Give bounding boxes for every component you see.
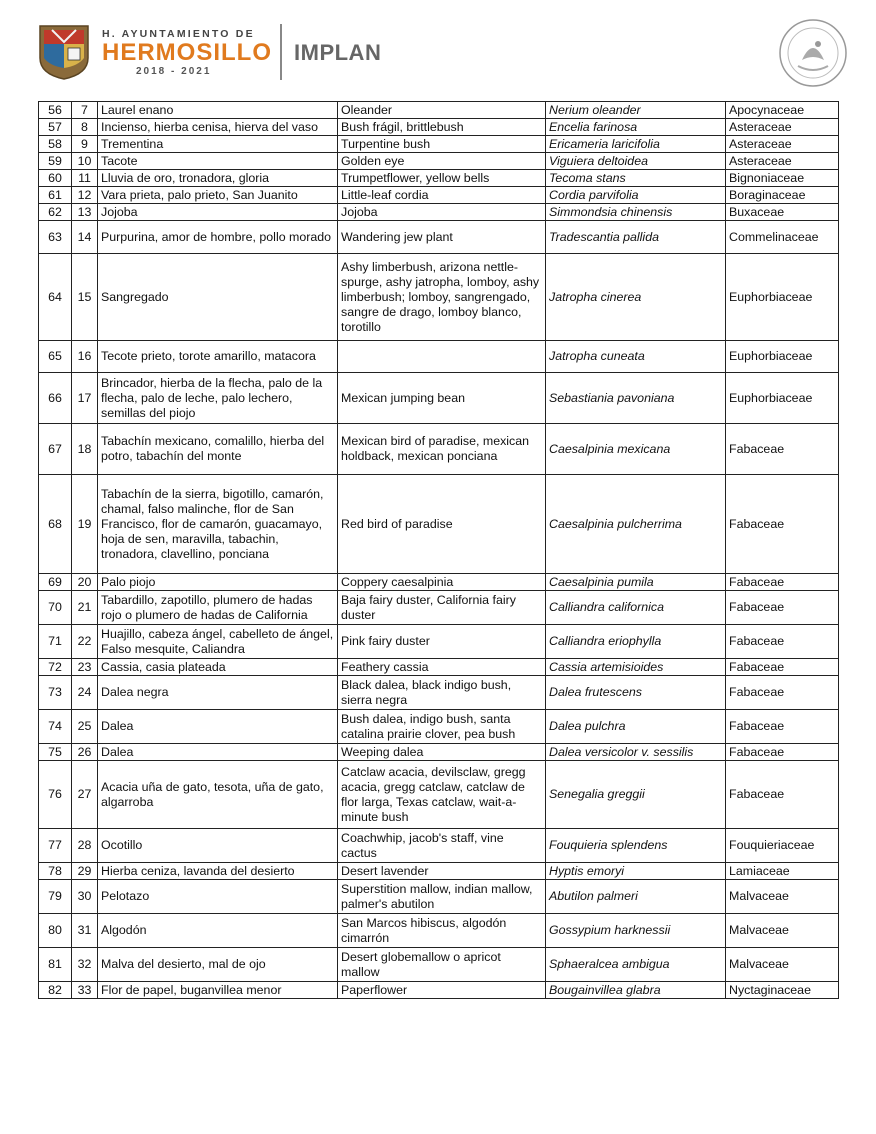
family-name: Fabaceae <box>726 761 839 829</box>
common-name-en: Coachwhip, jacob's staff, vine cactus <box>338 829 546 863</box>
scientific-name: Tecoma stans <box>546 170 726 187</box>
row-subnumber: 7 <box>72 102 98 119</box>
family-name: Fabaceae <box>726 424 839 475</box>
scientific-name: Caesalpinia mexicana <box>546 424 726 475</box>
common-name-en: Desert lavender <box>338 863 546 880</box>
scientific-name: Bougainvillea glabra <box>546 982 726 999</box>
family-name: Malvaceae <box>726 948 839 982</box>
family-name: Asteraceae <box>726 119 839 136</box>
table-row <box>39 373 839 424</box>
common-name-en: Mexican bird of paradise, mexican holdback, mexican ponciana <box>338 424 546 475</box>
common-name-en: Jojoba <box>338 204 546 221</box>
scientific-name: Simmondsia chinensis <box>546 204 726 221</box>
row-number: 82 <box>39 982 72 999</box>
row-number: 64 <box>39 254 72 341</box>
table-row <box>39 710 839 744</box>
row-number: 63 <box>39 221 72 254</box>
common-name-es: Trementina <box>98 136 338 153</box>
table-row <box>39 625 839 659</box>
organization-brand <box>102 28 272 77</box>
table-row <box>39 948 839 982</box>
scientific-name: Dalea versicolor v. sessilis <box>546 744 726 761</box>
row-subnumber: 30 <box>72 880 98 914</box>
row-subnumber: 19 <box>72 475 98 574</box>
row-number: 56 <box>39 102 72 119</box>
scientific-name: Dalea pulchra <box>546 710 726 744</box>
row-subnumber: 27 <box>72 761 98 829</box>
common-name-es: Tabachín mexicano, comalillo, hierba del potro, tabachín del monte <box>98 424 338 475</box>
table-row <box>39 863 839 880</box>
row-number: 62 <box>39 204 72 221</box>
common-name-en: Oleander <box>338 102 546 119</box>
table-row <box>39 254 839 341</box>
common-name-en: Wandering jew plant <box>338 221 546 254</box>
common-name-es: Huajillo, cabeza ángel, cabelleto de ángel, Falso mesquite, Caliandra <box>98 625 338 659</box>
common-name-es: Dalea <box>98 710 338 744</box>
page-header <box>38 18 848 90</box>
family-name: Nyctaginaceae <box>726 982 839 999</box>
family-name: Fabaceae <box>726 591 839 625</box>
common-name-en: Red bird of paradise <box>338 475 546 574</box>
scientific-name: Viguiera deltoidea <box>546 153 726 170</box>
table-row <box>39 204 839 221</box>
common-name-es: Tacote <box>98 153 338 170</box>
common-name-es: Palo piojo <box>98 574 338 591</box>
common-name-en: Little-leaf cordia <box>338 187 546 204</box>
row-number: 74 <box>39 710 72 744</box>
table-row <box>39 744 839 761</box>
row-subnumber: 24 <box>72 676 98 710</box>
row-subnumber: 22 <box>72 625 98 659</box>
family-name: Commelinaceae <box>726 221 839 254</box>
common-name-es: Laurel enano <box>98 102 338 119</box>
row-number: 70 <box>39 591 72 625</box>
table-row <box>39 982 839 999</box>
row-number: 61 <box>39 187 72 204</box>
table-row <box>39 761 839 829</box>
common-name-es: Acacia uña de gato, tesota, uña de gato, algarroba <box>98 761 338 829</box>
row-number: 60 <box>39 170 72 187</box>
row-number: 58 <box>39 136 72 153</box>
row-number: 79 <box>39 880 72 914</box>
mexico-seal-icon <box>778 18 848 88</box>
table-row <box>39 341 839 373</box>
common-name-en: Catclaw acacia, devilsclaw, gregg acacia, gregg catclaw, catclaw de flor larga, Texas catclaw, wait-a-minute bush <box>338 761 546 829</box>
family-name: Fabaceae <box>726 574 839 591</box>
common-name-en: Superstition mallow, indian mallow, palmer's abutilon <box>338 880 546 914</box>
common-name-es: Hierba ceniza, lavanda del desierto <box>98 863 338 880</box>
scientific-name: Cordia parvifolia <box>546 187 726 204</box>
row-number: 78 <box>39 863 72 880</box>
scientific-name: Dalea frutescens <box>546 676 726 710</box>
row-number: 67 <box>39 424 72 475</box>
common-name-es: Tabardillo, zapotillo, plumero de hadas rojo o plumero de hadas de California <box>98 591 338 625</box>
scientific-name: Calliandra eriophylla <box>546 625 726 659</box>
family-name: Euphorbiaceae <box>726 254 839 341</box>
family-name: Asteraceae <box>726 153 839 170</box>
row-number: 76 <box>39 761 72 829</box>
row-subnumber: 23 <box>72 659 98 676</box>
family-name: Bignoniaceae <box>726 170 839 187</box>
row-subnumber: 12 <box>72 187 98 204</box>
scientific-name: Caesalpinia pulcherrima <box>546 475 726 574</box>
common-name-es: Sangregado <box>98 254 338 341</box>
row-subnumber: 9 <box>72 136 98 153</box>
row-number: 57 <box>39 119 72 136</box>
row-number: 73 <box>39 676 72 710</box>
table-row <box>39 424 839 475</box>
family-name: Malvaceae <box>726 914 839 948</box>
row-subnumber: 15 <box>72 254 98 341</box>
family-name: Lamiaceae <box>726 863 839 880</box>
table-row <box>39 829 839 863</box>
common-name-es: Pelotazo <box>98 880 338 914</box>
scientific-name: Jatropha cinerea <box>546 254 726 341</box>
row-subnumber: 13 <box>72 204 98 221</box>
scientific-name: Ericameria laricifolia <box>546 136 726 153</box>
scientific-name: Nerium oleander <box>546 102 726 119</box>
header-divider <box>280 24 282 80</box>
org-main-text: HERMOSILLO <box>102 39 272 66</box>
scientific-name: Calliandra californica <box>546 591 726 625</box>
row-number: 69 <box>39 574 72 591</box>
common-name-en: Paperflower <box>338 982 546 999</box>
common-name-en: Desert globemallow o apricot mallow <box>338 948 546 982</box>
table-row <box>39 880 839 914</box>
common-name-es: Purpurina, amor de hombre, pollo morado <box>98 221 338 254</box>
common-name-en: Weeping dalea <box>338 744 546 761</box>
row-subnumber: 26 <box>72 744 98 761</box>
row-subnumber: 28 <box>72 829 98 863</box>
family-name: Fouquieriaceae <box>726 829 839 863</box>
plant-species-table <box>38 101 839 999</box>
row-number: 65 <box>39 341 72 373</box>
table-row <box>39 153 839 170</box>
row-subnumber: 31 <box>72 914 98 948</box>
table-row <box>39 659 839 676</box>
scientific-name: Tradescantia pallida <box>546 221 726 254</box>
table-row <box>39 170 839 187</box>
common-name-en: Black dalea, black indigo bush, sierra negra <box>338 676 546 710</box>
family-name: Fabaceae <box>726 744 839 761</box>
common-name-es: Dalea <box>98 744 338 761</box>
row-number: 75 <box>39 744 72 761</box>
row-subnumber: 29 <box>72 863 98 880</box>
common-name-es: Vara prieta, palo prieto, San Juanito <box>98 187 338 204</box>
table-row <box>39 591 839 625</box>
row-subnumber: 14 <box>72 221 98 254</box>
common-name-es: Tabachín de la sierra, bigotillo, camarón, chamal, falso malinche, flor de San Francisco, flor de camarón, guacamayo, hoja de sen, maravilla, tabachin, tronadora, clavellino, ponciana <box>98 475 338 574</box>
table-body <box>39 102 839 999</box>
row-number: 77 <box>39 829 72 863</box>
common-name-en: Pink fairy duster <box>338 625 546 659</box>
common-name-es: Brincador, hierba de la flecha, palo de la flecha, palo de leche, palo lechero, semillas del piojo <box>98 373 338 424</box>
scientific-name: Cassia artemisioides <box>546 659 726 676</box>
common-name-es: Cassia, casia plateada <box>98 659 338 676</box>
common-name-en: Coppery caesalpinia <box>338 574 546 591</box>
common-name-es: Malva del desierto, mal de ojo <box>98 948 338 982</box>
family-name: Buxaceae <box>726 204 839 221</box>
scientific-name: Abutilon palmeri <box>546 880 726 914</box>
family-name: Fabaceae <box>726 475 839 574</box>
family-name: Fabaceae <box>726 676 839 710</box>
common-name-es: Flor de papel, buganvillea menor <box>98 982 338 999</box>
family-name: Fabaceae <box>726 659 839 676</box>
row-subnumber: 11 <box>72 170 98 187</box>
family-name: Apocynaceae <box>726 102 839 119</box>
common-name-es: Ocotillo <box>98 829 338 863</box>
row-subnumber: 8 <box>72 119 98 136</box>
row-number: 66 <box>39 373 72 424</box>
table-row <box>39 574 839 591</box>
org-top-text: H. AYUNTAMIENTO DE <box>102 28 255 40</box>
row-number: 72 <box>39 659 72 676</box>
family-name: Asteraceae <box>726 136 839 153</box>
row-subnumber: 17 <box>72 373 98 424</box>
scientific-name: Senegalia greggii <box>546 761 726 829</box>
common-name-es: Algodón <box>98 914 338 948</box>
scientific-name: Sphaeralcea ambigua <box>546 948 726 982</box>
common-name-en: Mexican jumping bean <box>338 373 546 424</box>
family-name: Malvaceae <box>726 880 839 914</box>
common-name-en: San Marcos hibiscus, algodón cimarrón <box>338 914 546 948</box>
table-row <box>39 187 839 204</box>
common-name-es: Tecote prieto, torote amarillo, matacora <box>98 341 338 373</box>
common-name-es: Dalea negra <box>98 676 338 710</box>
common-name-en: Feathery cassia <box>338 659 546 676</box>
common-name-en: Turpentine bush <box>338 136 546 153</box>
common-name-en: Golden eye <box>338 153 546 170</box>
common-name-en: Bush dalea, indigo bush, santa catalina prairie clover, pea bush <box>338 710 546 744</box>
row-number: 80 <box>39 914 72 948</box>
common-name-en: Bush frágil, brittlebush <box>338 119 546 136</box>
row-subnumber: 32 <box>72 948 98 982</box>
row-subnumber: 33 <box>72 982 98 999</box>
hermosillo-shield-icon <box>38 24 90 80</box>
row-subnumber: 18 <box>72 424 98 475</box>
row-subnumber: 20 <box>72 574 98 591</box>
scientific-name: Sebastiania pavoniana <box>546 373 726 424</box>
row-number: 68 <box>39 475 72 574</box>
scientific-name: Encelia farinosa <box>546 119 726 136</box>
row-subnumber: 25 <box>72 710 98 744</box>
table-row <box>39 914 839 948</box>
family-name: Boraginaceae <box>726 187 839 204</box>
row-subnumber: 16 <box>72 341 98 373</box>
row-subnumber: 10 <box>72 153 98 170</box>
family-name: Euphorbiaceae <box>726 341 839 373</box>
table-row <box>39 221 839 254</box>
row-number: 71 <box>39 625 72 659</box>
common-name-es: Incienso, hierba cenisa, hierva del vaso <box>98 119 338 136</box>
family-name: Fabaceae <box>726 625 839 659</box>
common-name-en: Baja fairy duster, California fairy duster <box>338 591 546 625</box>
common-name-en: Ashy limberbush, arizona nettle-spurge, ashy jatropha, lomboy, ashy limberbush; lomboy, sangrengado, sangre de drago, lomboy blanco, torotillo <box>338 254 546 341</box>
common-name-es: Lluvia de oro, tronadora, gloria <box>98 170 338 187</box>
table-row <box>39 676 839 710</box>
scientific-name: Caesalpinia pumila <box>546 574 726 591</box>
agency-name: IMPLAN <box>294 40 382 65</box>
scientific-name: Hyptis emoryi <box>546 863 726 880</box>
row-number: 59 <box>39 153 72 170</box>
table-row <box>39 102 839 119</box>
table-row <box>39 136 839 153</box>
row-subnumber: 21 <box>72 591 98 625</box>
org-years-text: 2018 - 2021 <box>136 66 212 77</box>
common-name-en: Trumpetflower, yellow bells <box>338 170 546 187</box>
scientific-name: Jatropha cuneata <box>546 341 726 373</box>
common-name-en <box>338 341 546 373</box>
table-row <box>39 119 839 136</box>
scientific-name: Gossypium harknessii <box>546 914 726 948</box>
scientific-name: Fouquieria splendens <box>546 829 726 863</box>
family-name: Euphorbiaceae <box>726 373 839 424</box>
family-name: Fabaceae <box>726 710 839 744</box>
common-name-es: Jojoba <box>98 204 338 221</box>
table-row <box>39 475 839 574</box>
row-number: 81 <box>39 948 72 982</box>
